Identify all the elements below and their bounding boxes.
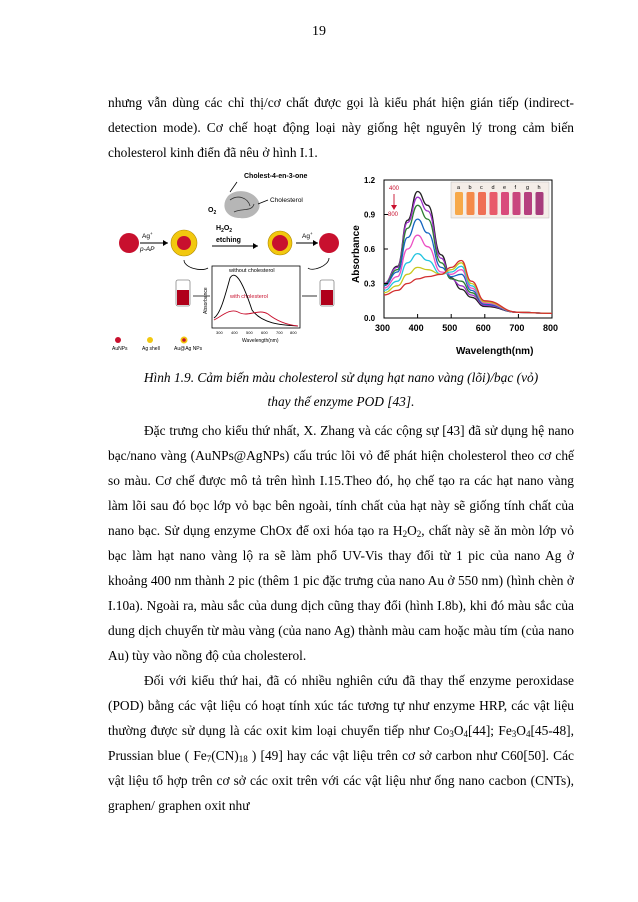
cholesterol-label: Cholesterol [270, 197, 303, 204]
x-tick-label: 700 [509, 323, 525, 333]
paragraph-3 [108, 668, 574, 818]
legend-aunps: AuNPs [112, 346, 128, 352]
inset-tick: 500 [246, 330, 253, 335]
annotation-400: 400 [389, 186, 400, 192]
legend-ag-shell: Ag shell [142, 346, 160, 352]
y-tick-label: 1.2 [364, 176, 376, 185]
ag-plus-label: Ag+ [142, 231, 153, 240]
vial-label-e: e [503, 185, 507, 191]
annotation-800: 800 [388, 212, 399, 218]
intro-text: nhưng vẫn dùng các chỉ thị/cơ chất được gọi là kiểu phát hiện gián tiếp (indirect-detection mode). Cơ chế hoạt động loại này giống hệt nguyên lý trong cảm biến cholesterol kinh điển đã nêu ở hình I.1. [108, 95, 574, 160]
inset-tick: 700 [276, 330, 283, 335]
o2-label: $O_2$ [208, 207, 217, 216]
cholesterol-arrow [258, 200, 268, 204]
vial-h [536, 192, 544, 215]
aunp-particle-result [319, 233, 339, 253]
etched-particle [268, 231, 292, 255]
pap-label: p-AP [140, 246, 155, 253]
inset-tick: 800 [290, 330, 297, 335]
x-tick-label: 800 [543, 323, 559, 333]
vial-left [176, 280, 190, 306]
vial-label-f: f [514, 185, 517, 191]
y-tick-label: 0.3 [364, 279, 376, 289]
y-tick-label: 0.0 [364, 314, 376, 323]
caption-line-1: Hình 1.9. Cảm biến màu cholesterol sử dụng hạt nano vàng (lõi)/bạc (vỏ) [143, 370, 539, 385]
arrow-up [230, 182, 237, 192]
inset-tick: 400 [231, 330, 238, 335]
paragraph-3-text: Đối với kiểu thứ hai, đã có nhiều nghiên cứu đã thay thế enzyme peroxidase (POD) bằng các vật liệu có hoạt tính xúc tác tương tự như enzyme HRP, các vật liệu thường được sử dụng là các oxit kim loại chuyển tiếp như $Co_3O_4[44]$; $Fe_3O_4[45-48]$, Prussian blue ( $Fe_7(CN)_{18}$ ) [49] hay các vật liệu trên cơ sở carbon như C60[50]. Các vật liệu tổ hợp trên cơ sở các oxit trên với các vật liệu như ống nano cacbon (CNTs), graphen/ graphen oxit như [108, 673, 574, 813]
vial-label-d: d [491, 185, 495, 191]
vial-g [524, 192, 532, 215]
vial-label-g: g [526, 185, 530, 191]
legend-auag: Au@Ag NPs [174, 346, 203, 352]
y-axis-label: Absorbance [351, 225, 362, 283]
vial-photo [451, 182, 549, 218]
vial-label-c: c [480, 185, 483, 191]
inset-tick: 600 [261, 330, 268, 335]
h2o2-label: $H_2O_2$ [216, 225, 233, 234]
aunp-particle [119, 233, 139, 253]
core-shell-particle [171, 230, 197, 256]
ag-right-label: Ag+ [302, 231, 313, 240]
x-tick-label: 600 [475, 323, 491, 333]
cholestenone-label: Cholest-4-en-3-one [244, 173, 308, 180]
etching-label: etching [216, 237, 241, 244]
series-line-4 [384, 219, 552, 313]
vial-label-b: b [468, 185, 472, 191]
inset-without-label: without cholesterol [229, 268, 275, 274]
vial-label-a: a [457, 185, 461, 191]
figure-1-9 [112, 168, 572, 370]
y-tick-label: 0.9 [364, 210, 376, 220]
inset-with-label: with cholesterol [230, 294, 268, 300]
x-axis-label: Wavelength(nm) [456, 346, 534, 357]
inset-spectrum [203, 266, 300, 344]
vial-a [455, 192, 463, 215]
x-tick-label: 300 [375, 323, 391, 333]
inset-ylabel: Absorbance [203, 287, 209, 314]
inset-tick: 300 [216, 330, 223, 335]
paragraph-2-text: Đặc trưng cho kiểu thứ nhất, X. Zhang và các cộng sự [43] đã sử dụng hệ nano bạc/nano vàng (AuNPs@AgNPs) cấu trúc lõi vỏ để phát hiện cholesterol theo cơ chế so màu. Cơ chế được mô tả trên hình I.15.Theo đó, họ chế tạo ra các hạt nano vàng làm lõi sau đó bọc lớp vỏ bạc bên ngoài, tính chất của hạt này sẽ giống tính chất của nano bạc. Sử dụng enzyme ChOx để oxi hóa tạo ra $H_2O_2$, chất này sẽ ăn mòn lớp vỏ bạc làm hạt nano vàng lộ ra sẽ làm phổ UV-Vis thay đổi từ 1 pic của nano Ag ở khoảng 400 nm thành 2 pic (thêm 1 pic đặc trưng của nano Au ở 550 nm) (hình chèn ở I.10a). Ngoài ra, màu sắc của dung dịch cũng thay đổi (hình I.8b), khi đó màu sắc của dung dịch chuyển từ màu vàng (của nano Ag) thành màu cam hoặc màu tím (của nano Au) tùy vào nồng độ của cholesterol. [108, 423, 575, 663]
y-tick-label: 0.6 [364, 245, 376, 254]
page-number: 19 [312, 24, 326, 39]
sensing-scheme [112, 173, 339, 352]
vial-right [320, 280, 334, 306]
vial-d [490, 192, 498, 215]
intro-paragraph [108, 90, 574, 165]
x-tick-label: 400 [408, 323, 424, 333]
enzyme-icon [224, 191, 259, 218]
x-tick-label: 500 [442, 323, 458, 333]
curve-arrow-left [184, 260, 208, 270]
inset-xlabel: Wavelength(nm) [242, 338, 279, 344]
particle-legend [112, 337, 203, 353]
vial-c [478, 192, 486, 215]
uv-vis-chart [351, 176, 558, 357]
caption-line-2: thay thế enzyme POD [43]. [267, 394, 415, 409]
vial-f [513, 192, 521, 215]
curve-arrow-right [308, 258, 329, 269]
paragraph-2 [108, 418, 574, 668]
figure-caption [108, 366, 574, 414]
vial-b [467, 192, 475, 215]
vial-label-h: h [537, 185, 541, 191]
vial-e [501, 192, 509, 215]
